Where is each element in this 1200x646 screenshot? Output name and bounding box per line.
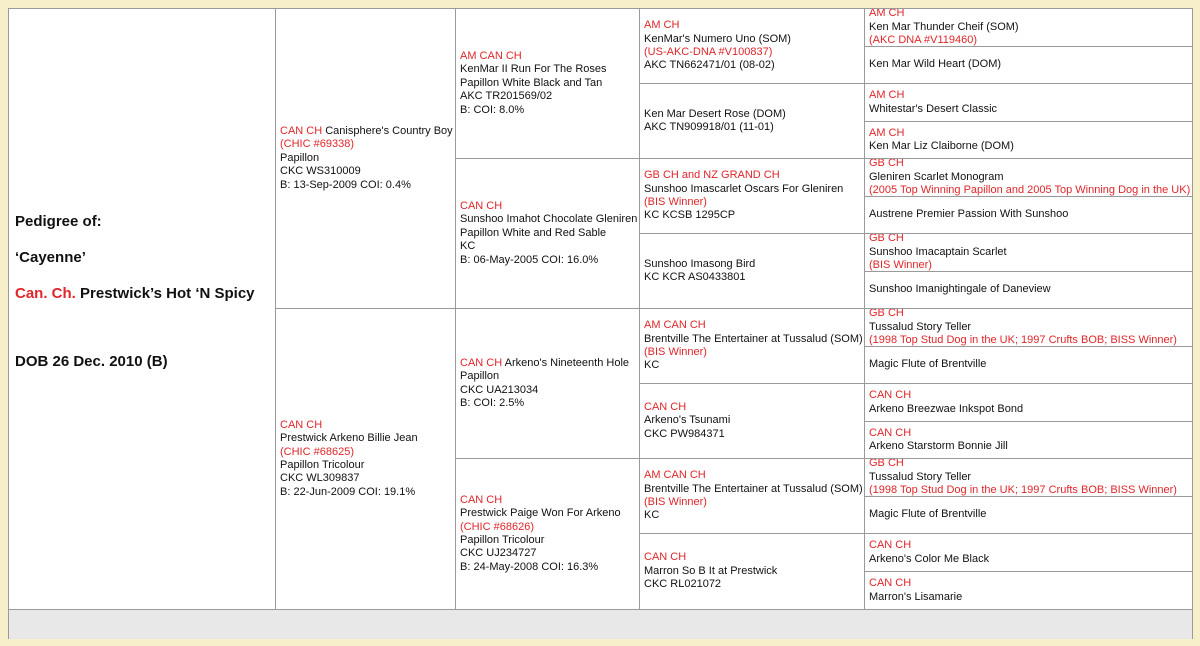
ancestor-cell — [865, 572, 1193, 609]
ancestor-line — [869, 484, 1189, 497]
ancestor-text: AKC TN662471/01 (08-02) — [644, 59, 775, 72]
title-text: (BIS Winner) — [644, 346, 707, 358]
ancestor-line — [644, 578, 861, 591]
ancestor-line — [460, 521, 636, 534]
ancestor-text: Ken Mar Wild Heart (DOM) — [869, 58, 1002, 71]
ancestor-text: Sunshoo Imahot Chocolate Gleniren — [460, 213, 638, 226]
ancestor-cell — [865, 234, 1193, 272]
ancestor-line — [869, 440, 1189, 453]
ancestor-line — [869, 553, 1189, 566]
pedigree-table — [8, 8, 1193, 639]
ancestor-cell — [276, 9, 456, 309]
ancestor-text: Brentville The Entertainer at Tussalud (SOM) — [644, 482, 863, 495]
ancestor-cell — [276, 309, 456, 609]
title-text: GB CH — [869, 234, 904, 245]
ancestor-cell — [865, 122, 1193, 159]
ancestor-line — [280, 125, 452, 138]
title-text: GB CH — [869, 459, 904, 470]
ancestor-text: CKC WL309837 — [280, 472, 360, 485]
ancestor-line — [280, 179, 452, 192]
title-text: AM CAN CH — [460, 49, 522, 62]
ancestor-cell — [865, 272, 1193, 309]
ancestor-text: Arkeno's Tsunami — [644, 414, 731, 427]
title-text: AM CH — [869, 9, 905, 20]
ancestor-line — [644, 483, 861, 496]
ancestor-line — [644, 209, 861, 222]
title-text: (2005 Top Winning Papillon and 2005 Top Winning Dog in the UK) — [869, 184, 1191, 197]
ancestor-text: KC — [460, 240, 476, 253]
ancestor-cell — [865, 197, 1193, 234]
ancestor-cell — [640, 159, 865, 234]
ancestor-text: Magic Flute of Brentville — [869, 508, 987, 521]
title-text: (CHIC #68625) — [280, 445, 354, 458]
title-text: CAN CH — [460, 356, 503, 369]
title-text: CAN CH — [869, 426, 912, 439]
ancestor-line — [869, 159, 1189, 171]
ancestor-cell — [640, 384, 865, 459]
ancestor-text: KC — [644, 359, 660, 372]
ancestor-cell — [865, 309, 1193, 347]
ancestor-text: CKC UA213034 — [460, 383, 539, 396]
ancestor-line — [644, 428, 861, 441]
ancestor-line — [644, 19, 861, 32]
ancestor-line — [460, 200, 636, 213]
ancestor-text: Arkeno's Color Me Black — [869, 552, 990, 565]
title-text: GB CH and NZ GRAND CH — [644, 169, 780, 182]
ancestor-line — [869, 508, 1189, 521]
title-text: CAN CH — [460, 493, 503, 506]
ancestor-line — [644, 121, 861, 134]
ancestor-line — [869, 171, 1189, 184]
ancestor-line — [460, 357, 636, 370]
title-text: CAN CH — [644, 551, 687, 564]
table-footer — [9, 609, 1192, 639]
ancestor-cell — [865, 422, 1193, 459]
ancestor-line — [644, 59, 861, 72]
ancestor-text: Ken Mar Thunder Cheif (SOM) — [869, 20, 1019, 33]
ancestor-line — [869, 21, 1189, 34]
ancestor-line — [869, 283, 1189, 296]
ancestor-text: Sunshoo Imanightingale of Daneview — [869, 283, 1051, 296]
ancestor-line — [644, 46, 861, 59]
ancestor-line — [869, 184, 1189, 197]
date-of-birth: DOB 26 Dec. 2010 (B) — [15, 353, 168, 370]
ancestor-text: B: 13-Sep-2009 COI: 0.4% — [280, 178, 411, 191]
ancestor-cell — [640, 459, 865, 534]
ancestor-line — [644, 271, 861, 284]
ancestor-text: Papillon Tricolour — [460, 534, 545, 546]
ancestor-text: Marron's Lisamarie — [869, 590, 963, 603]
ancestor-line — [644, 509, 861, 522]
title-text: AM CH — [869, 89, 905, 102]
ancestor-cell — [456, 9, 640, 159]
generation-1-column — [275, 9, 456, 609]
ancestor-text: Prestwick Arkeno Billie Jean — [280, 432, 418, 445]
ancestor-line — [280, 165, 452, 178]
ancestor-line — [869, 427, 1189, 440]
ancestor-line — [460, 63, 636, 76]
title-text: (CHIC #69338) — [280, 138, 354, 151]
ancestor-line — [869, 358, 1189, 371]
ancestor-text: Arkeno Starstorm Bonnie Jill — [869, 440, 1008, 452]
ancestor-cell — [640, 84, 865, 159]
ancestor-text: Sunshoo Imasong Bird — [644, 257, 756, 270]
ancestor-text: CKC WS310009 — [280, 165, 361, 178]
ancestor-text: Tussalud Story Teller — [869, 320, 972, 333]
ancestor-line — [644, 196, 861, 209]
call-name: ‘Cayenne’ — [15, 249, 86, 266]
ancestor-cell — [456, 459, 640, 609]
ancestor-cell — [865, 497, 1193, 534]
ancestor-line — [280, 432, 452, 445]
ancestor-text: KC KCSB 1295CP — [644, 209, 736, 222]
ancestor-line — [644, 319, 861, 332]
ancestor-line — [644, 333, 861, 346]
title-text: (US-AKC-DNA #V100837) — [644, 46, 773, 58]
ancestor-cell — [865, 47, 1193, 84]
ancestor-text: Sunshoo Imascarlet Oscars For Gleniren — [644, 182, 844, 195]
ancestor-line — [869, 89, 1189, 102]
pedigree-heading: Pedigree of: — [15, 213, 102, 230]
ancestor-text: KC — [644, 509, 660, 522]
ancestor-text: B: COI: 8.0% — [460, 103, 525, 116]
ancestor-text: Gleniren Scarlet Monogram — [869, 170, 1004, 183]
ancestor-text: Papillon White Black and Tan — [460, 76, 603, 89]
ancestor-text: Sunshoo Imacaptain Scarlet — [869, 245, 1007, 258]
generation-4-column — [864, 9, 1193, 609]
ancestor-line — [644, 469, 861, 482]
ancestor-line — [460, 534, 636, 547]
ancestor-text: Arkeno's Nineteenth Hole — [502, 356, 630, 369]
ancestor-line — [644, 33, 861, 46]
ancestor-line — [869, 208, 1189, 221]
title-text: (BIS Winner) — [644, 496, 707, 508]
ancestor-cell — [456, 309, 640, 459]
ancestor-cell — [456, 159, 640, 309]
ancestor-text: B: 22-Jun-2009 COI: 19.1% — [280, 485, 416, 498]
ancestor-line — [460, 494, 636, 507]
title-text: CAN CH — [869, 577, 912, 590]
ancestor-text: Ken Mar Desert Rose (DOM) — [644, 107, 786, 120]
ancestor-line — [280, 446, 452, 459]
ancestor-text: Marron So B It at Prestwick — [644, 564, 778, 577]
title-text: GB CH — [869, 309, 904, 320]
ancestor-line — [644, 496, 861, 509]
ancestor-cell — [865, 384, 1193, 422]
ancestor-text: Papillon — [280, 151, 320, 164]
ancestor-line — [869, 334, 1189, 347]
title-text: (AKC DNA #V119460) — [869, 34, 978, 47]
ancestor-line — [869, 140, 1189, 153]
ancestor-line — [460, 254, 636, 267]
ancestor-line — [869, 34, 1189, 47]
generation-2-column — [455, 9, 640, 609]
ancestor-text: Prestwick Paige Won For Arkeno — [460, 507, 621, 520]
title-text: AM CAN CH — [644, 469, 706, 482]
ancestor-line — [280, 472, 452, 485]
ancestor-text: Brentville The Entertainer at Tussalud (SOM) — [644, 332, 863, 345]
ancestor-text: CKC RL021072 — [644, 578, 722, 591]
ancestor-line — [869, 9, 1189, 21]
generation-3-column — [639, 9, 865, 609]
ancestor-text: B: 06-May-2005 COI: 16.0% — [460, 253, 599, 266]
title-text: CAN CH — [644, 400, 687, 413]
ancestor-line — [869, 103, 1189, 116]
title-text: (BIS Winner) — [644, 196, 707, 208]
ancestor-line — [280, 152, 452, 165]
ancestor-line — [460, 227, 636, 240]
ancestor-line — [460, 240, 636, 253]
ancestor-line — [460, 213, 636, 226]
ancestor-line — [869, 459, 1189, 471]
title-text: (BIS Winner) — [869, 259, 932, 272]
ancestor-text: Papillon White and Red Sable — [460, 226, 607, 239]
ancestor-cell — [640, 9, 865, 84]
ancestor-text: B: COI: 2.5% — [460, 396, 525, 409]
ancestor-line — [644, 401, 861, 414]
ancestor-line — [869, 309, 1189, 321]
ancestor-line — [644, 551, 861, 564]
ancestor-cell — [865, 84, 1193, 122]
title-text: AM CAN CH — [644, 319, 706, 332]
ancestor-line — [869, 127, 1189, 140]
ancestor-text: Arkeno Breezwae Inkspot Bond — [869, 402, 1024, 415]
ancestor-line — [869, 389, 1189, 402]
ancestor-cell — [865, 159, 1193, 197]
ancestor-cell — [640, 309, 865, 384]
ancestor-cell — [865, 9, 1193, 47]
ancestor-text: CKC PW984371 — [644, 427, 725, 440]
dog-name: Prestwick’s Hot ‘N Spicy — [80, 285, 255, 302]
ancestor-line — [460, 561, 636, 574]
ancestor-line — [644, 414, 861, 427]
ancestor-line — [460, 90, 636, 103]
ancestor-text: KenMar II Run For The Roses — [460, 63, 607, 76]
title-text: CAN CH — [460, 199, 503, 212]
ancestor-line — [280, 419, 452, 432]
ancestor-line — [460, 77, 636, 90]
ancestor-text: Ken Mar Liz Claiborne (DOM) — [869, 140, 1014, 152]
ancestor-text: CKC UJ234727 — [460, 547, 537, 560]
ancestor-line — [644, 183, 861, 196]
ancestor-line — [869, 259, 1189, 272]
ancestor-line — [869, 539, 1189, 552]
title-text: GB CH — [869, 159, 904, 170]
ancestor-line — [460, 547, 636, 560]
ancestor-line — [460, 397, 636, 410]
ancestor-cell — [640, 234, 865, 309]
ancestor-line — [280, 138, 452, 151]
ancestor-cell — [865, 534, 1193, 572]
ancestor-line — [869, 577, 1189, 590]
ancestor-line — [460, 370, 636, 383]
title-text: AM CH — [644, 19, 680, 32]
title-text: (1998 Top Stud Dog in the UK; 1997 Crufts BOB; BISS Winner) — [869, 334, 1177, 347]
ancestor-text: Tussalud Story Teller — [869, 470, 972, 483]
ancestor-line — [460, 384, 636, 397]
title-prefix: Can. Ch. — [15, 285, 76, 302]
title-text: CAN CH — [280, 124, 323, 137]
ancestor-text: Whitestar's Desert Classic — [869, 102, 998, 115]
ancestor-line — [644, 169, 861, 182]
ancestor-text: KenMar's Numero Uno (SOM) — [644, 32, 791, 45]
title-text: (CHIC #68626) — [460, 520, 534, 533]
ancestor-text: AKC TR201569/02 — [460, 90, 553, 103]
ancestor-text: Papillon Tricolour — [280, 459, 365, 471]
ancestor-line — [280, 486, 452, 499]
registered-name — [15, 285, 255, 302]
title-text: CAN CH — [280, 418, 323, 431]
ancestor-text: B: 24-May-2008 COI: 16.3% — [460, 560, 599, 573]
ancestor-cell — [865, 347, 1193, 384]
ancestor-line — [869, 403, 1189, 416]
ancestor-cell — [865, 459, 1193, 497]
ancestor-line — [644, 258, 861, 271]
ancestor-line — [869, 246, 1189, 259]
ancestor-line — [644, 565, 861, 578]
ancestor-line — [280, 459, 452, 472]
title-text: CAN CH — [869, 389, 912, 402]
ancestor-text: Canisphere's Country Boy — [322, 124, 453, 137]
ancestor-line — [460, 104, 636, 117]
ancestor-line — [869, 321, 1189, 334]
ancestor-cell — [640, 534, 865, 609]
ancestor-line — [644, 108, 861, 121]
ancestor-text: AKC TN909918/01 (11-01) — [644, 121, 774, 133]
ancestor-text: Magic Flute of Brentville — [869, 358, 987, 371]
ancestor-text: KC KCR AS0433801 — [644, 271, 746, 283]
ancestor-line — [869, 471, 1189, 484]
ancestor-text: Papillon — [460, 370, 500, 383]
ancestor-line — [644, 359, 861, 372]
title-text: CAN CH — [869, 539, 912, 552]
ancestor-text: Austrene Premier Passion With Sunshoo — [869, 208, 1069, 221]
title-text: AM CH — [869, 126, 905, 139]
ancestor-line — [644, 346, 861, 359]
ancestor-line — [869, 591, 1189, 604]
ancestor-line — [869, 58, 1189, 71]
title-text: (1998 Top Stud Dog in the UK; 1997 Crufts BOB; BISS Winner) — [869, 484, 1177, 497]
ancestor-line — [869, 234, 1189, 246]
ancestor-line — [460, 50, 636, 63]
subject-info — [9, 9, 275, 609]
ancestor-line — [460, 507, 636, 520]
